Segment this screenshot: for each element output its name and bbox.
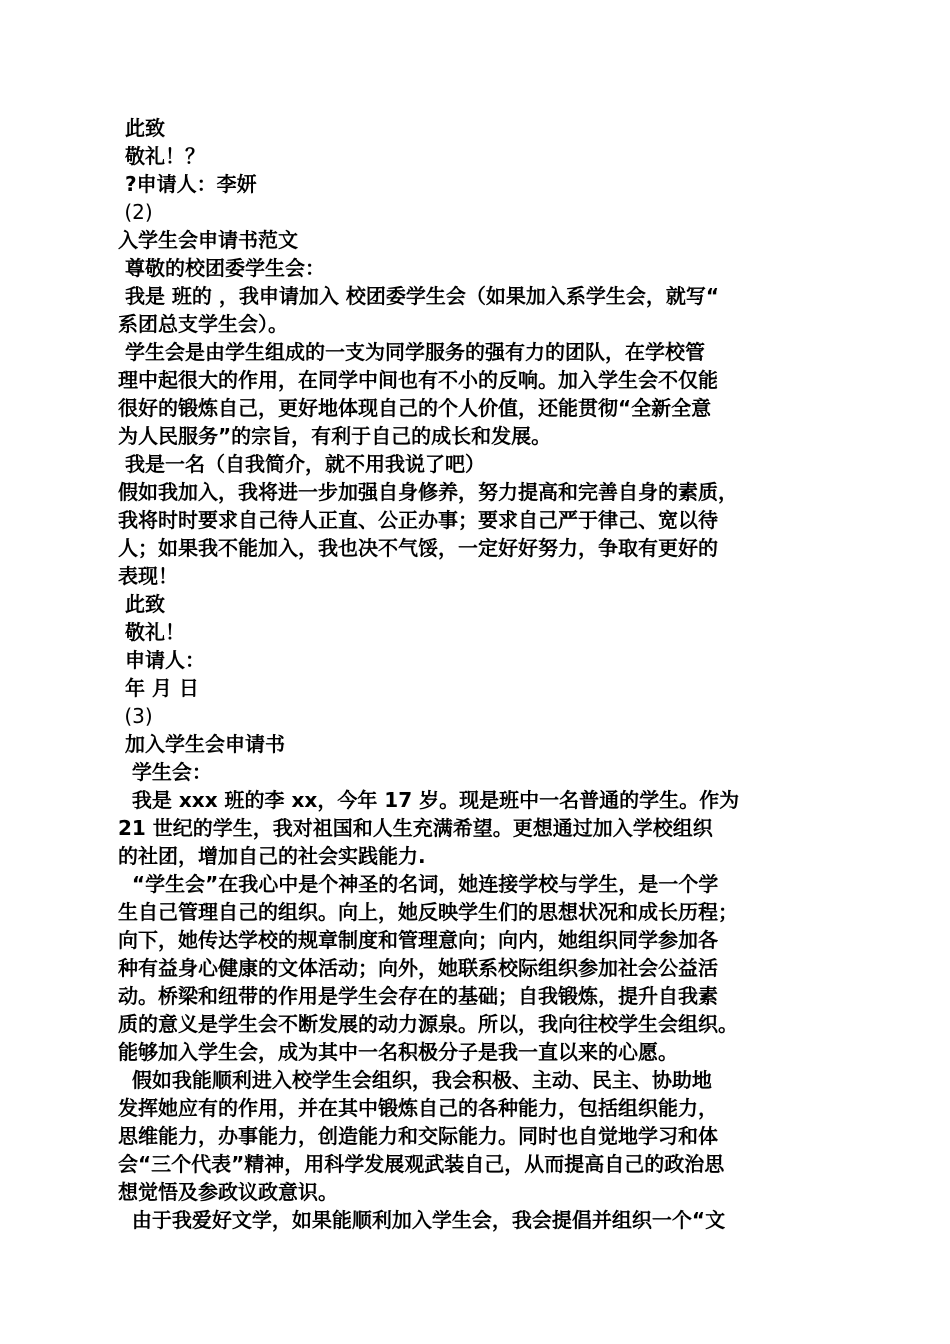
section-title: 加入学生会申请书 <box>118 732 285 756</box>
body-line: 我是 班的 ，我申请加入 校团委学生会（如果加入系学生会，就写“ <box>118 284 719 308</box>
body-line: “学生会”在我心中是个神圣的名词，她连接学校与学生，是一个学 <box>118 872 719 896</box>
closing-regards: 敬礼！？ <box>118 144 205 168</box>
letter-greeting: 尊敬的校团委学生会： <box>118 256 325 280</box>
body-line: 思维能力，办事能力，创造能力和交际能力。同时也自觉地学习和体 <box>118 1124 718 1148</box>
closing-regards: 敬礼！ <box>118 620 185 644</box>
body-line: 能够加入学生会，成为其中一名积极分子是我一直以来的心愿。 <box>118 1040 678 1064</box>
section-title: 入学生会申请书范文 <box>118 228 298 252</box>
section-number: (3) <box>118 704 153 728</box>
body-line: 理中起很大的作用，在同学中间也有不小的反响。加入学生会不仅能 <box>118 368 718 392</box>
letter-greeting: 学生会： <box>118 760 212 784</box>
section-number: (2) <box>118 200 153 224</box>
body-line: 质的意义是学生会不断发展的动力源泉。所以，我向往校学生会组织。 <box>118 1012 738 1036</box>
body-line: 种有益身心健康的文体活动；向外，她联系校际组织参加社会公益活 <box>118 956 718 980</box>
body-line: 动。桥梁和纽带的作用是学生会存在的基础；自我锻炼，提升自我素 <box>118 984 718 1008</box>
closing-salutation: 此致 <box>118 116 165 140</box>
body-line: 生自己管理自己的组织。向上，她反映学生们的思想状况和成长历程； <box>118 900 738 924</box>
body-line: 向下，她传达学校的规章制度和管理意向；向内，她组织同学参加各 <box>118 928 718 952</box>
body-line: 21 世纪的学生，我对祖国和人生充满希望。更想通过加入学校组织 <box>118 816 713 840</box>
applicant-signature: 申请人： <box>118 648 205 672</box>
body-line: 学生会是由学生组成的一支为同学服务的强有力的团队，在学校管 <box>118 340 705 364</box>
body-line: 由于我爱好文学，如果能顺利加入学生会，我会提倡并组织一个“文 <box>118 1208 726 1232</box>
date-line: 年 月 日 <box>118 676 199 700</box>
body-line: 会“三个代表”精神，用科学发展观武装自己，从而提高自己的政治思 <box>118 1152 725 1176</box>
body-line: 的社团，增加自己的社会实践能力. <box>118 844 426 868</box>
body-line: 我是一名（自我简介，就不用我说了吧） <box>118 452 485 476</box>
body-line: 表现！ <box>118 564 178 588</box>
body-line: 很好的锻炼自己，更好地体现自己的个人价值，还能贯彻“全新全意 <box>118 396 712 420</box>
body-line: 系团总支学生会）。 <box>118 312 288 336</box>
body-line: 我是 xxx 班的李 xx，今年 17 岁。现是班中一名普通的学生。作为 <box>118 788 740 812</box>
applicant-signature: ?申请人：李妍 <box>118 172 257 196</box>
body-line: 我将时时要求自己待人正直、公正办事；要求自己严于律己、宽以待 <box>118 508 718 532</box>
body-line: 假如我加入，我将进一步加强自身修养，努力提高和完善自身的素质， <box>118 480 738 504</box>
closing-salutation: 此致 <box>118 592 165 616</box>
body-line: 发挥她应有的作用，并在其中锻炼自己的各种能力，包括组织能力， <box>118 1096 718 1120</box>
body-line: 人；如果我不能加入，我也决不气馁，一定好好努力，争取有更好的 <box>118 536 718 560</box>
body-line: 想觉悟及参政议政意识。 <box>118 1180 338 1204</box>
body-line: 假如我能顺利进入校学生会组织，我会积极、主动、民主、协助地 <box>118 1068 712 1092</box>
body-line: 为人民服务”的宗旨，有利于自己的成长和发展。 <box>118 424 552 448</box>
